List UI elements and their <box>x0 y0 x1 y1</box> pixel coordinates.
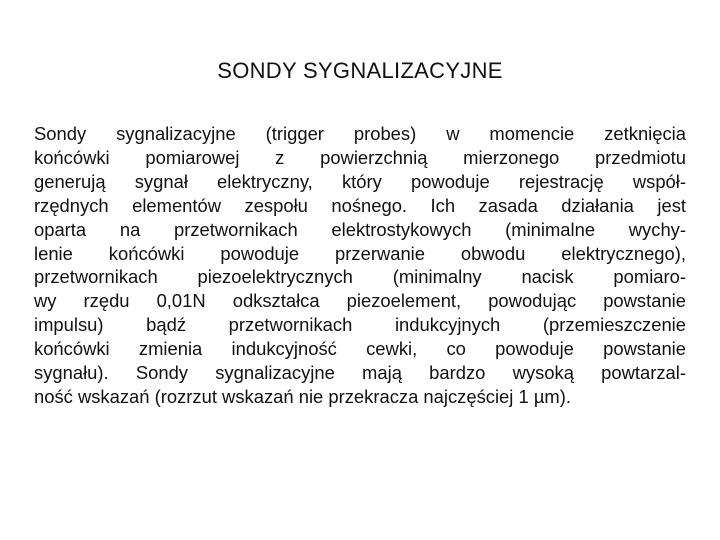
paragraph-line: lenie końcówki powoduje przerwanie obwodu elektrycznego), <box>34 242 686 264</box>
slide-title: SONDY SYGNALIZACYJNE <box>217 58 503 83</box>
paragraph-line: generują sygnał elektryczny, który powoduje rejestrację współ- <box>34 170 686 192</box>
paragraph-line: impulsu) bądź przetwornikach indukcyjnych (przemieszczenie <box>34 314 686 336</box>
paragraph-line: sygnału). Sondy sygnalizacyjne mają bardzo wysoką powtarzal- <box>34 362 686 384</box>
paragraph-line: oparta na przetwornikach elektrostykowych (minimalne wychy- <box>34 218 686 240</box>
paragraph-line: rzędnych elementów zespołu nośnego. Ich zasada działania jest <box>34 194 686 216</box>
body-paragraph <box>34 122 686 409</box>
paragraph-line: ność wskazań (rozrzut wskazań nie przekracza najczęściej 1 µm). <box>34 385 571 407</box>
paragraph-line: przetwornikach piezoelektrycznych (minimalny nacisk pomiaro- <box>34 266 686 288</box>
paragraph-line: końcówki zmienia indukcyjność cewki, co powoduje powstanie <box>34 338 686 360</box>
paragraph-line: Sondy sygnalizacyjne (trigger probes) w momencie zetknięcia <box>34 123 686 144</box>
paragraph-line: wy rzędu 0,01N odkształca piezoelement, powodując powstanie <box>34 290 686 312</box>
paragraph-line: końcówki pomiarowej z powierzchnią mierzonego przedmiotu <box>34 146 686 168</box>
